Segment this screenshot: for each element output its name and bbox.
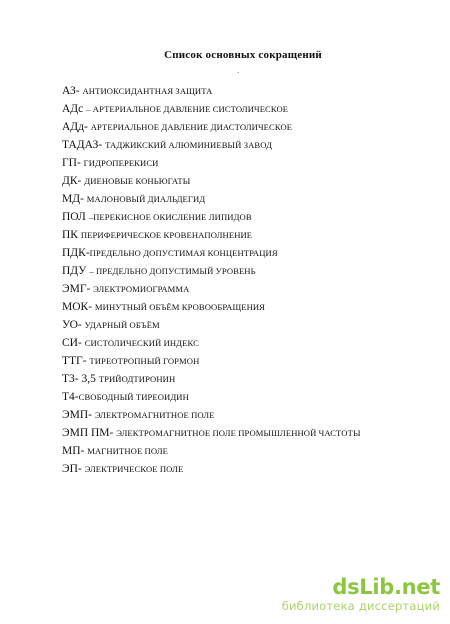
abbreviation-entry	[62, 243, 361, 261]
abbreviation-definition: –ПЕРЕКИСНОЕ ОКИСЛЕНИЕ ЛИПИДОВ	[88, 212, 252, 222]
abbreviation-entry	[62, 405, 361, 423]
abbreviation-definition: АНТИОКСИДАНТНАЯ ЗАЩИТА	[82, 86, 213, 96]
abbreviation-entry	[62, 81, 361, 99]
abbreviation-definition: ЭЛЕКТРОМИОГРАММА	[93, 284, 190, 294]
abbreviation-term: АДс	[62, 103, 87, 115]
abbreviation-term: Т4-	[62, 391, 79, 403]
abbreviation-term: АЗ-	[62, 85, 83, 97]
abbreviation-term: ПДК-	[62, 247, 90, 259]
abbreviation-term: ЭМП ПМ-	[62, 427, 117, 439]
abbreviation-definition: УДАРНЫЙ ОБЪЁМ	[84, 320, 160, 330]
abbreviation-entry	[62, 261, 361, 279]
abbreviation-definition: ТИРЕОТРОПНЫЙ ГОРМОН	[89, 356, 200, 366]
abbreviation-term: СИ-	[62, 337, 85, 349]
abbreviation-definition: МАЛОНОВЫЙ ДИАЛЬДЕГИД	[86, 194, 206, 204]
abbreviation-definition: АРТЕРИАЛЬНОЕ ДАВЛЕНИЕ ДИАСТОЛИЧЕСКОЕ	[90, 122, 293, 132]
abbreviation-term: ПК	[62, 229, 81, 241]
abbreviation-term: ПОЛ	[62, 211, 89, 223]
abbreviation-entry	[62, 135, 361, 153]
abbreviation-definition: ПЕРИФЕРИЧЕСКОЕ КРОВЕНАПОЛНЕНИЕ	[80, 230, 253, 240]
abbreviation-definition: МИНУТНЫЙ ОБЪЁМ КРОВООБРАЩЕНИЯ	[94, 302, 266, 312]
abbreviation-term: Т3- 3,5	[62, 373, 99, 385]
abbreviation-term: ГП-	[62, 157, 84, 169]
watermark-logo: dsLib.net	[332, 575, 440, 599]
abbreviation-entry	[62, 207, 361, 225]
abbreviation-entry	[62, 171, 361, 189]
abbreviation-definition: – ПРЕДЕЛЬНО ДОПУСТИМЫЙ УРОВЕНЬ	[89, 266, 256, 276]
abbreviation-definition: ГИДРОПЕРЕКИСИ	[83, 158, 159, 168]
abbreviation-entry	[62, 99, 361, 117]
abbreviation-entry	[62, 441, 361, 459]
abbreviation-definition: СИСТОЛИЧЕСКИЙ ИНДЕКС	[84, 338, 199, 348]
abbreviation-definition: ТАДЖИКСКИЙ АЛЮМИНИЕВЫЙ ЗАВОД	[105, 140, 273, 150]
abbreviation-entry	[62, 351, 361, 369]
abbreviation-term: АДд-	[62, 121, 91, 133]
abbreviation-definition: ПРЕДЕЛЬНО ДОПУСТИМАЯ КОНЦЕНТРАЦИЯ	[89, 248, 278, 258]
abbreviation-entry	[62, 387, 361, 405]
abbreviation-definition: ДИЕНОВЫЕ КОНЬЮГАТЫ	[84, 176, 191, 186]
abbreviation-entry	[62, 117, 361, 135]
abbreviation-definition: МАГНИТНОЕ ПОЛЕ	[87, 446, 168, 456]
abbreviation-entry	[62, 369, 361, 387]
abbreviation-entry	[62, 315, 361, 333]
page-title: Список основных сокращений	[164, 49, 322, 61]
abbreviation-term: УО-	[62, 319, 85, 331]
abbreviation-entry	[62, 459, 361, 477]
abbreviation-definition: ЭЛЕКТРИЧЕСКОЕ ПОЛЕ	[84, 464, 184, 474]
dslib-watermark	[282, 576, 440, 614]
abbreviation-term: ТАДАЗ-	[62, 139, 106, 151]
abbreviation-term: МД-	[62, 193, 87, 205]
abbreviation-term: МОК-	[62, 301, 95, 313]
abbreviation-term: ДК-	[62, 175, 85, 187]
abbreviation-entry	[62, 333, 361, 351]
abbreviation-term: ТТГ-	[62, 355, 90, 367]
abbreviation-term: ПДУ	[62, 265, 90, 277]
abbreviation-entry	[62, 423, 361, 441]
abbreviation-term: ЭП-	[62, 463, 85, 475]
stray-dot: ·	[237, 69, 240, 77]
abbreviation-entry	[62, 189, 361, 207]
abbreviation-term: МП-	[62, 445, 88, 457]
abbreviation-definition: СВОБОДНЫЙ ТИРЕОИДИН	[78, 392, 189, 402]
abbreviation-term: ЭМГ-	[62, 283, 94, 295]
abbreviation-term: ЭМП-	[62, 409, 95, 421]
abbreviation-entry	[62, 153, 361, 171]
watermark-subtitle: библиотека диссертаций	[281, 599, 440, 613]
abbreviation-entry	[62, 279, 361, 297]
abbreviation-entry	[62, 297, 361, 315]
abbreviation-definition: – АРТЕРИАЛЬНОЕ ДАВЛЕНИЕ СИСТОЛИЧЕСКОЕ	[86, 104, 289, 114]
abbreviation-list	[62, 81, 361, 477]
abbreviation-definition: ЭЛЕКТРОМАГНИТНОЕ ПОЛЕ	[94, 410, 215, 420]
abbreviation-entry	[62, 225, 361, 243]
abbreviation-definition: ТРИЙОДТИРОНИН	[98, 374, 176, 384]
abbreviation-definition: ЭЛЕКТРОМАГНИТНОЕ ПОЛЕ ПРОМЫШЛЕННОЙ ЧАСТОТЫ	[116, 428, 361, 438]
